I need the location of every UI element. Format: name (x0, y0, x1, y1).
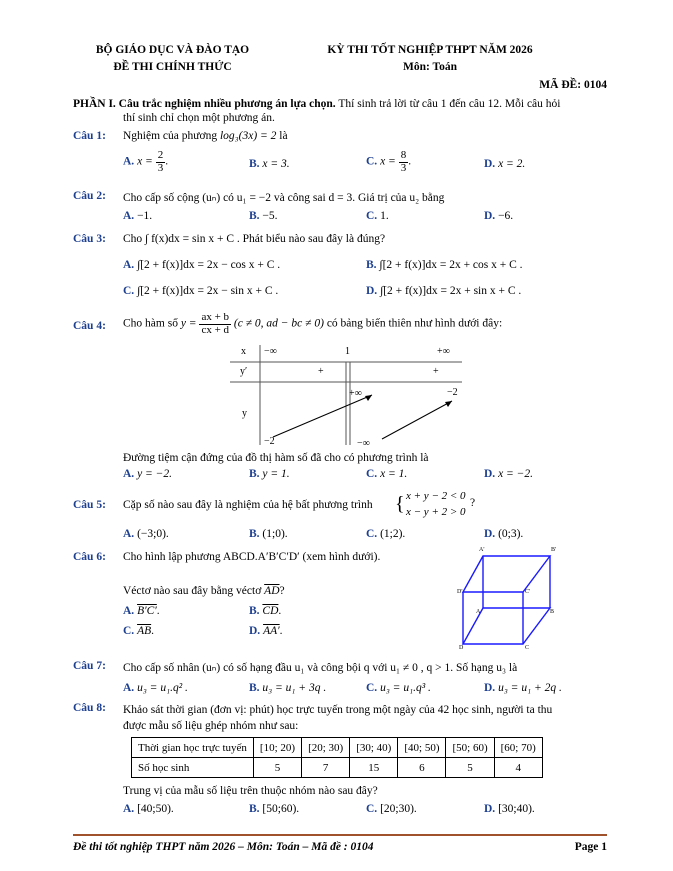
q7-option-d[interactable]: D. u₃ = u₁ + 2q . (484, 682, 562, 694)
q8-group: [60; 70) (494, 738, 542, 758)
vt-one: 1 (345, 346, 350, 357)
vt-value-minus-two-right: −2 (447, 387, 458, 398)
q4-label: Câu 4: (73, 320, 106, 332)
cube-label-a1: A' (479, 547, 485, 553)
q6-label: Câu 6: (73, 551, 106, 563)
q1-equation: log₃(3x) = 2 (219, 130, 277, 142)
q5-option-a[interactable]: A. (−3;0). (123, 528, 169, 540)
q6-option-a[interactable]: A. B′C′. (123, 605, 160, 617)
cube-label-c: C (525, 645, 530, 651)
subject-label: Môn: Toán (402, 61, 457, 73)
footer-rule (73, 834, 607, 836)
q8-option-b[interactable]: B. [50;60). (249, 803, 300, 815)
cube-label-d1: D' (457, 589, 463, 595)
q8-count: 6 (398, 758, 446, 778)
q4-option-d[interactable]: D. x = −2. (484, 468, 534, 480)
q8-option-c[interactable]: C. [20;30). (366, 803, 417, 815)
exam-code: MÃ ĐỀ: 0104 (539, 79, 607, 91)
vt-y-label: y (242, 408, 247, 419)
q8-count: 15 (350, 758, 398, 778)
q5-question-mark: ? (470, 497, 476, 509)
q6-stem: Cho hình lập phương ABCD.A′B′C′D′ (xem hình dưới). (123, 551, 381, 563)
part-one-instruction: Thí sinh trả lời từ câu 1 đến câu 12. Mỗi câu hỏi (338, 98, 561, 110)
q2-option-a[interactable]: A. −1. (123, 210, 153, 222)
q8-group: [40; 50) (398, 738, 446, 758)
vt-value-minus-two-left: −2 (264, 436, 275, 447)
vt-sign-plus-1: + (318, 366, 324, 377)
vt-x-label: x (241, 346, 246, 357)
q7-option-a[interactable]: A. u₃ = u₁.q² . (123, 682, 188, 694)
q7-stem: Cho cấp số nhân (uₙ) có số hạng đầu u₁ và công bội q với u₁ ≠ 0 , q > 1. Số hạng u₃ là (123, 662, 518, 674)
vt-neg-inf: −∞ (264, 346, 277, 357)
vt-value-neg-inf: −∞ (357, 438, 370, 449)
q5-stem: Cặp số nào sau đây là nghiệm của hệ bất phương trình (123, 499, 373, 511)
q4-stem: Cho hàm số y = $\frac{ax + b}{cx + d}$ (c ≠ 0, ad − bc ≠ 0) có bảng biến thiên như hình dưới đây: (123, 311, 503, 336)
q3-option-b[interactable]: B. ∫[2 + f(x)]dx = 2x + cos x + C . (366, 259, 523, 271)
q3-option-d[interactable]: D. ∫[2 + f(x)]dx = 2x + sin x + C . (366, 285, 522, 297)
part-one-intro (73, 96, 607, 112)
cube-label-d: D (459, 645, 464, 651)
cube-label-b1: B' (551, 547, 557, 553)
q4-followup: Đường tiệm cận đứng của đồ thị hàm số đã cho có phương trình là (123, 452, 429, 464)
q2-option-c[interactable]: C. 1. (366, 210, 389, 222)
ministry-title: BỘ GIÁO DỤC VÀ ĐÀO TẠO (95, 44, 250, 56)
part-one-instruction-2: thí sinh chỉ chọn một phương án. (123, 112, 275, 124)
q8-count: 7 (302, 758, 350, 778)
cube-label-c1: C' (525, 589, 531, 595)
q8-count: 5 (446, 758, 494, 778)
q5-system: x + y − 2 < 0 x − y + 2 > 0 (406, 490, 466, 518)
q5-option-c[interactable]: C. (1;2). (366, 528, 406, 540)
q6-option-d[interactable]: D. AA′. (249, 625, 283, 637)
official-label: ĐỀ THI CHÍNH THỨC (113, 61, 232, 73)
q7-option-c[interactable]: C. u₃ = u₁.q³ . (366, 682, 431, 694)
q8-group: [10; 20) (253, 738, 301, 758)
vt-yprime-label: y′ (240, 366, 248, 377)
q1-option-a[interactable]: A. x = $\frac{2}{3}$ . (123, 149, 169, 174)
q2-option-d[interactable]: D. −6. (484, 210, 514, 222)
q8-option-d[interactable]: D. [30;40). (484, 803, 535, 815)
increasing-arrow-left (273, 395, 372, 437)
footer-text: Đề thi tốt nghiệp THPT năm 2026 – Môn: Toán – Mã đề : 0104 (73, 841, 374, 853)
q8-question: Trung vị của mẫu số liệu trên thuộc nhóm nào sau đây? (123, 785, 378, 797)
q1-stem: Nghiệm của phương log₃(3x) = 2 là (123, 130, 288, 142)
increasing-arrow-right (382, 401, 452, 439)
q4-option-b[interactable]: B. y = 1. (249, 468, 290, 480)
q8-option-a[interactable]: A. [40;50). (123, 803, 174, 815)
cube-label-b: B (550, 609, 555, 615)
q3-option-c[interactable]: C. ∫[2 + f(x)]dx = 2x − sin x + C . (123, 285, 279, 297)
q1-option-d[interactable]: D. x = 2. (484, 158, 526, 170)
q5-label: Câu 5: (73, 499, 106, 511)
cube-label-a: A (476, 609, 481, 615)
vt-sign-plus-2: + (433, 366, 439, 377)
q8-frequency-table (131, 737, 543, 778)
q8-table-count-row (132, 758, 543, 778)
vt-pos-inf: +∞ (437, 346, 450, 357)
q8-count: 4 (494, 758, 542, 778)
q5-option-d[interactable]: D. (0;3). (484, 528, 524, 540)
q8-table-header: Thời gian học trực tuyến (132, 738, 254, 758)
q5-option-b[interactable]: B. (1;0). (249, 528, 288, 540)
q2-stem: Cho cấp số cộng (uₙ) có u₁ = −2 và công sai d = 3. Giá trị của u₂ bằng (123, 192, 445, 204)
q8-label: Câu 8: (73, 702, 106, 714)
q6-option-c[interactable]: C. $\overline{AB}$. (123, 625, 154, 637)
q1-option-c[interactable]: C. x = $\frac{8}{3}$ . (366, 149, 412, 174)
q8-group: [20; 30) (302, 738, 350, 758)
q8-group: [30; 40) (350, 738, 398, 758)
cube-figure (455, 548, 570, 653)
q2-option-b[interactable]: B. −5. (249, 210, 278, 222)
vt-value-pos-inf: +∞ (349, 388, 362, 399)
q4-option-c[interactable]: C. x = 1. (366, 468, 408, 480)
q7-option-b[interactable]: B. u₃ = u₁ + 3q . (249, 682, 327, 694)
q1-label: Câu 1: (73, 130, 106, 142)
q6-option-b[interactable]: B. $\overline{CD}$. (249, 605, 282, 617)
q7-label: Câu 7: (73, 660, 106, 672)
q6-question: Véctơ nào sau đây bằng véctơ $\overline{AD}$? (123, 585, 285, 597)
q3-option-a[interactable]: A. ∫[2 + f(x)]dx = 2x − cos x + C . (123, 259, 281, 271)
q5-system-brace: { (395, 493, 405, 515)
q8-stem: Khảo sát thời gian (đơn vị: phút) học trực tuyến trong một ngày của 42 học sinh, người ta thu được mẫu số liệu ghép nhóm như sau: (123, 704, 553, 732)
q2-label: Câu 2: (73, 190, 106, 202)
q3-stem: Cho ∫ f(x)dx = sin x + C . Phát biểu nào sau đây là đúng? (123, 233, 386, 245)
q8-count: 5 (253, 758, 301, 778)
variation-table (230, 345, 462, 445)
q1-option-b[interactable]: B. x = 3. (249, 158, 290, 170)
part-one-title: PHẦN I. Câu trắc nghiệm nhiều phương án lựa chọn. (73, 98, 336, 110)
q4-option-a[interactable]: A. y = −2. (123, 468, 173, 480)
q3-label: Câu 3: (73, 233, 106, 245)
q8-table-count-header: Số học sinh (132, 758, 254, 778)
q8-group: [50; 60) (446, 738, 494, 758)
page-number: Page 1 (574, 841, 607, 853)
exam-title: KỲ THI TỐT NGHIỆP THPT NĂM 2026 (327, 44, 533, 56)
q8-table-header-row (132, 738, 543, 758)
